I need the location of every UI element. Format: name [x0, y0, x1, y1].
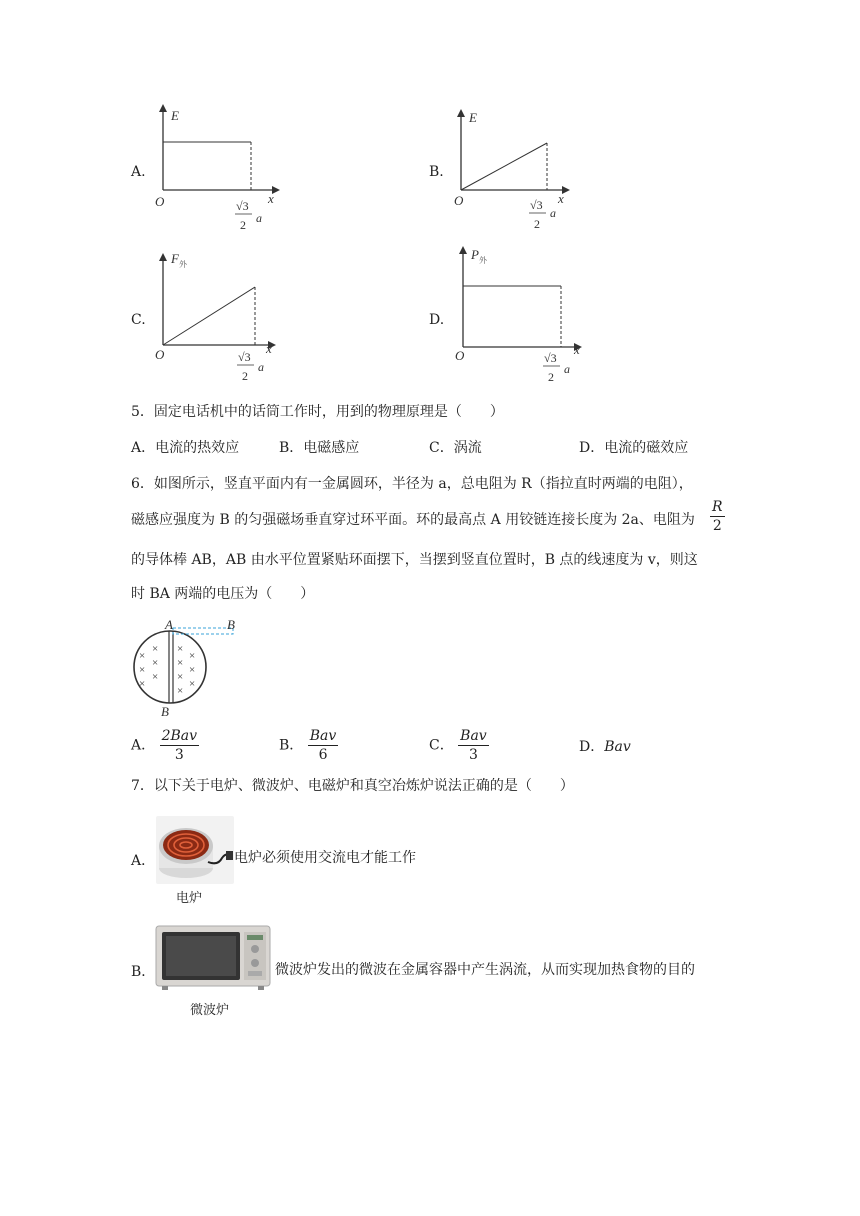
svg-text:×: × [152, 671, 159, 683]
option-c-letter: C. [131, 312, 146, 328]
option-a-letter: A. [131, 164, 146, 180]
q5-option-b: B．电磁感应 [279, 440, 360, 456]
svg-text:×: × [139, 650, 146, 662]
q6-option-b-num: Bav [309, 728, 337, 744]
graph-d-tick-var: a [564, 362, 570, 376]
svg-text:×: × [139, 664, 146, 676]
graph-b-tick-var: a [550, 206, 556, 220]
graph-b [450, 105, 590, 245]
q6-frac-num: R [712, 499, 723, 515]
graph-d [450, 240, 595, 390]
graph-b-ylabel: E [469, 110, 477, 125]
q6-fig-label-b-bottom: B [161, 704, 169, 719]
q7-stem: 7．以下关于电炉、微波炉、电磁炉和真空冶炼炉说法正确的是（ ） [131, 778, 574, 794]
graph-c-xlabel: x [266, 341, 272, 356]
svg-text:×: × [177, 671, 184, 683]
q6-option-c-num: Bav [460, 728, 487, 744]
graph-b-tick-den: 2 [534, 217, 540, 231]
graph-a [150, 100, 290, 240]
graph-a-xlabel: x [268, 191, 274, 206]
svg-text:×: × [189, 650, 196, 662]
q6-line-4: 时 BA 两端的电压为（ ） [131, 586, 315, 602]
graph-d-origin: O [455, 348, 465, 363]
microwave-image [154, 922, 272, 992]
graph-c-tick-den: 2 [242, 369, 248, 383]
svg-text:×: × [152, 643, 159, 655]
graph-a-tick-num: √3 [236, 199, 249, 213]
graph-c-tick-num: √3 [238, 350, 251, 364]
graph-c-origin: O [155, 347, 165, 362]
q5-option-a: A．电流的热效应 [131, 440, 240, 456]
svg-text:×: × [189, 678, 196, 690]
q6-option-b-den: 6 [318, 747, 328, 763]
svg-text:×: × [189, 664, 196, 676]
q6-option-b-letter: B． [279, 737, 304, 754]
graph-c-ylabel: F [171, 251, 179, 266]
graph-b-tick-num: √3 [530, 198, 543, 212]
q6-fig-label-b-right: B [227, 617, 235, 632]
graph-a-ylabel: E [171, 108, 179, 123]
q5-option-c: C．涡流 [429, 440, 482, 456]
q5-stem: 5．固定电话机中的话筒工作时，用到的物理原理是（ ） [131, 404, 504, 420]
graph-d-tick-den: 2 [548, 370, 554, 384]
q7-option-b-text: 微波炉发出的微波在金属容器中产生涡流，从而实现加热食物的目的 [275, 962, 695, 978]
q6-option-a-letter: A． [131, 737, 156, 754]
graph-d-xlabel: x [574, 342, 580, 357]
graph-c-ysub: 外 [179, 260, 187, 269]
q7-option-a-letter: A． [131, 853, 156, 869]
q6-fig-label-a: A [165, 617, 173, 632]
q6-option-c-den: 3 [468, 747, 478, 763]
graph-c [150, 247, 290, 387]
svg-text:×: × [177, 657, 184, 669]
svg-text:×: × [177, 643, 184, 655]
q6-frac-den: 2 [712, 518, 722, 534]
q6-option-c [429, 727, 489, 764]
q6-option-d-letter: D． [579, 739, 605, 755]
graph-d-ysub: 外 [479, 256, 487, 265]
graph-b-xlabel: x [558, 191, 564, 206]
q6-option-c-letter: C． [429, 737, 454, 754]
graph-a-tick-den: 2 [240, 218, 246, 232]
q7-option-b-letter: B． [131, 964, 156, 980]
electric-stove-image [156, 816, 234, 884]
q7-option-a-text: 电炉必须使用交流电才能工作 [234, 850, 416, 866]
graph-b-origin: O [454, 193, 464, 208]
q6-option-b [279, 727, 338, 764]
graph-c-tick-var: a [258, 360, 264, 374]
svg-text:×: × [139, 678, 146, 690]
q6-option-a [131, 727, 199, 764]
graph-a-tick-var: a [256, 211, 262, 225]
graph-a-origin: O [155, 194, 165, 209]
q7-option-b-caption: 微波炉 [190, 1003, 230, 1018]
svg-text:×: × [177, 685, 184, 697]
option-d-letter: D. [429, 312, 445, 328]
q7-option-a-caption: 电炉 [176, 891, 203, 906]
q6-option-a-den: 3 [174, 747, 184, 763]
q6-option-a-num: 2Bav [161, 728, 198, 744]
magnetic-field-crosses [139, 643, 195, 697]
graph-d-tick-num: √3 [544, 351, 557, 365]
q6-line-2: 磁感应强度为 B 的匀强磁场垂直穿过环平面。环的最高点 A 用铰链连接长度为 2a、电阻为 [131, 512, 695, 528]
q6-line-3: 的导体棒 AB，AB 由水平位置紧贴环面摆下，当摆到竖直位置时，B 点的线速度为 v，则这 [131, 552, 698, 568]
q6-option-d-text: Bav [604, 739, 631, 755]
svg-text:×: × [152, 657, 159, 669]
q6-option-d [579, 737, 631, 757]
q6-line-1: 6．如图所示，竖直平面内有一金属圆环，半径为 a，总电阻为 R（指拉直时两端的电阻）， [131, 476, 693, 492]
q5-option-d: D．电流的磁效应 [579, 440, 689, 456]
q6-resistance-fraction [710, 498, 725, 535]
graph-d-ylabel: P [471, 247, 479, 262]
q6-ring-figure [125, 617, 245, 722]
option-b-letter: B. [429, 164, 444, 180]
